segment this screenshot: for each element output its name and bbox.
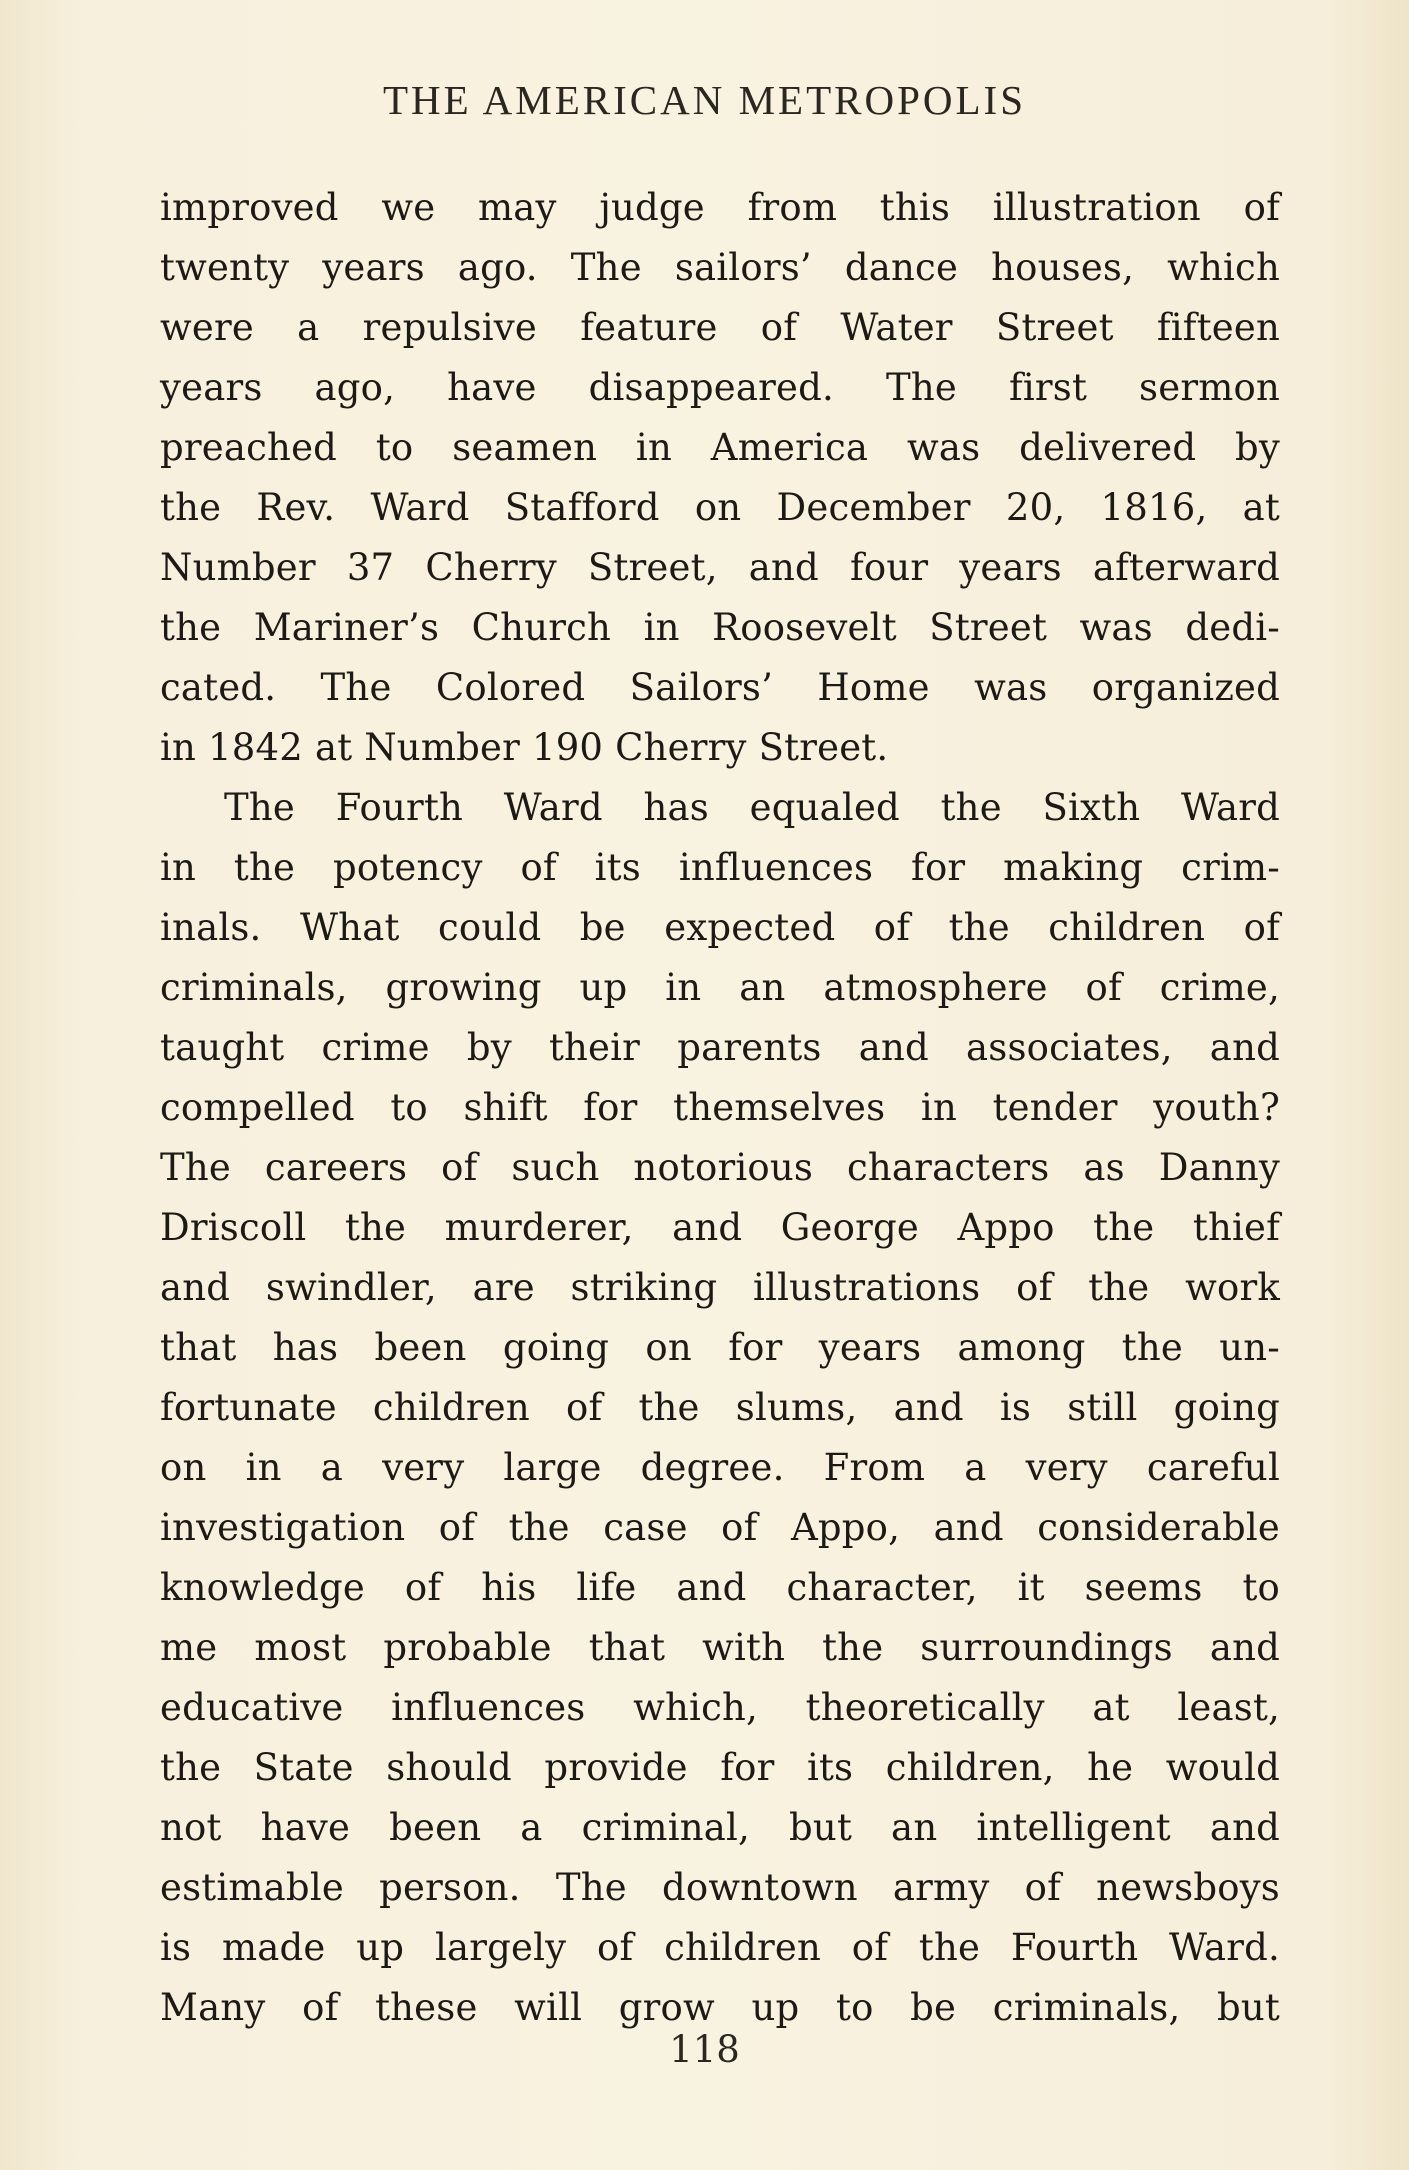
running-head: THE AMERICAN METROPOLIS bbox=[382, 77, 1027, 123]
text-line: improved we may judge from this illustration of bbox=[160, 186, 1280, 229]
text-line: preached to seamen in America was delivered by bbox=[160, 426, 1280, 469]
text-line: not have been a criminal, but an intelligent and bbox=[160, 1806, 1280, 1849]
page-number: 118 bbox=[669, 2028, 740, 2071]
text-line: cated. The Colored Sailors’ Home was organized bbox=[160, 666, 1280, 709]
text-line: Number 37 Cherry Street, and four years afterward bbox=[160, 546, 1280, 589]
body-text bbox=[160, 178, 1280, 2038]
text-line: and swindler, are striking illustrations of the work bbox=[160, 1266, 1280, 1309]
text-line: knowledge of his life and character, it seems to bbox=[160, 1566, 1280, 1609]
text-line: is made up largely of children of the Fourth Ward. bbox=[160, 1926, 1280, 1969]
text-line: Driscoll the murderer, and George Appo the thief bbox=[160, 1206, 1280, 1249]
text-line: inals. What could be expected of the children of bbox=[160, 906, 1280, 949]
text-line: that has been going on for years among the un- bbox=[160, 1326, 1280, 1369]
paragraph-start-line: The Fourth Ward has equaled the Sixth Ward bbox=[224, 786, 1280, 829]
text-line: fortunate children of the slums, and is still going bbox=[160, 1386, 1280, 1429]
text-line: criminals, growing up in an atmosphere of crime, bbox=[160, 966, 1280, 1009]
text-line: investigation of the case of Appo, and considerable bbox=[160, 1506, 1280, 1549]
text-line: estimable person. The downtown army of newsboys bbox=[160, 1866, 1280, 1909]
text-line: twenty years ago. The sailors’ dance houses, which bbox=[160, 246, 1280, 289]
text-line: were a repulsive feature of Water Street fifteen bbox=[160, 306, 1280, 349]
text-line: taught crime by their parents and associates, and bbox=[160, 1026, 1280, 1069]
text-line: the Rev. Ward Stafford on December 20, 1816, at bbox=[160, 486, 1280, 529]
text-line: Many of these will grow up to be criminals, but bbox=[160, 1986, 1280, 2029]
text-line: the State should provide for its children, he would bbox=[160, 1746, 1280, 1789]
text-line: years ago, have disappeared. The first sermon bbox=[160, 366, 1280, 409]
text-line: on in a very large degree. From a very careful bbox=[160, 1446, 1280, 1489]
text-line: the Mariner’s Church in Roosevelt Street was dedi- bbox=[160, 606, 1280, 649]
text-line: compelled to shift for themselves in tender youth? bbox=[160, 1086, 1280, 1129]
text-line: in the potency of its influences for making crim- bbox=[160, 846, 1280, 889]
text-line: The careers of such notorious characters as Danny bbox=[160, 1146, 1280, 1189]
paragraph-end-line: in 1842 at Number 190 Cherry Street. bbox=[160, 726, 889, 769]
text-line: educative influences which, theoretically at least, bbox=[160, 1686, 1280, 1729]
text-line: me most probable that with the surroundings and bbox=[160, 1626, 1280, 1669]
